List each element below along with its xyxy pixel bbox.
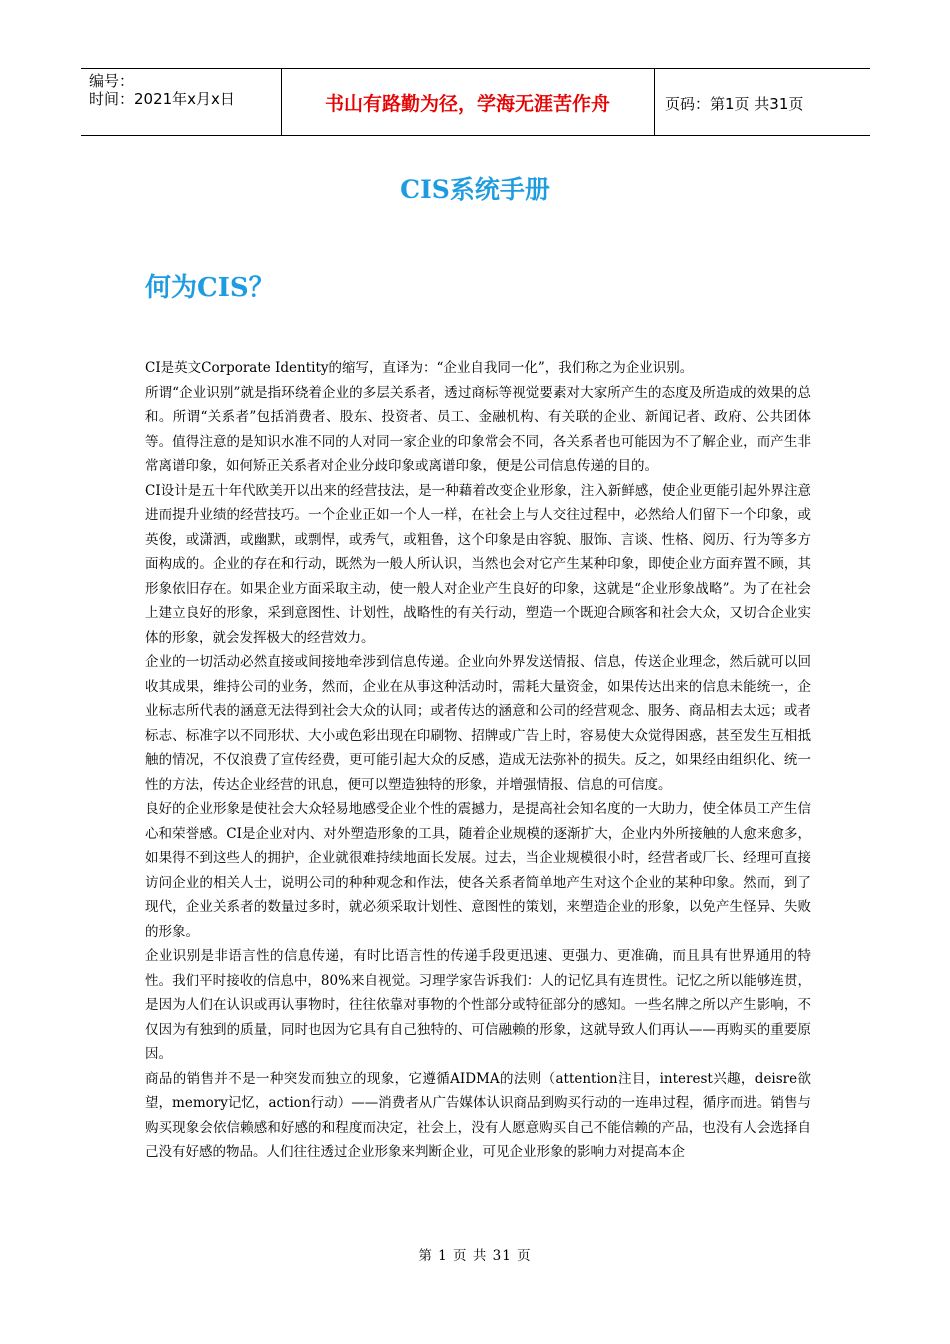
header-page-info: 页码：第1页 共31页 <box>665 95 804 113</box>
section-heading: 何为CIS？ <box>145 273 275 303</box>
header-meta <box>89 72 279 108</box>
paragraph: 企业识别是非语言性的信息传递，有时比语言性的传递手段更迅速、更强力、更准确，而且具有世界通用的特性。我们平时接收的信息中，80%来自视觉。习理学家告诉我们：人的记忆具有连贯性。记忆之所以能够连贯，是因为人们在认识或再认事物时，往往依靠对事物的个性部分或特征部分的感知。一些名牌之所以产生影响，不仅因为有独到的质量，同时也因为它具有自己独特的、可信融赖的形象，这就导致人们再认——再购买的重要原因。 <box>145 948 811 1062</box>
paragraph: 所谓“企业识别”就是指环绕着企业的多层关系者，透过商标等视觉要素对大家所产生的态度及所造成的效果的总和。所谓“关系者”包括消费者、股东、投资者、员工、金融机构、有关联的企业、新闻记者、政府、公共团体等。值得注意的是知识水准不同的人对同一家企业的印象常会不同，各关系者也可能因为不了解企业，而产生非常离谱印象，如何矫正关系者对企业分歧印象或离谱印象，便是公司信息传递的目的。 <box>145 384 811 474</box>
document-number-label: 编号： <box>89 72 135 90</box>
document-date: 时间：2021年x月x日 <box>89 90 235 108</box>
page-footer: 第 1 页 共 31 页 <box>418 1248 532 1264</box>
body-text <box>145 356 811 1165</box>
paragraph: CI是英文Corporate Identity的缩写，直译为：“企业自我同一化”，我们称之为企业识别。 <box>145 360 694 376</box>
document-title: CIS系统手册 <box>400 175 550 204</box>
paragraph: 商品的销售并不是一种突发而独立的现象，它遵循AIDMA的法则（attention注目，interest兴趣，deisre欲望，memory记忆，action行动）——消费者从广告媒体认识商品到购买行动的一连串过程，循序而进。销售与购买现象会依信赖感和好感的和程度而决定，社会上，没有人愿意购买自己不能信赖的产品，也没有人会选择自己没有好感的物品。人们往往透过企业形象来判断企业，可见企业形象的影响力对提高本企 <box>145 1070 811 1160</box>
paragraph: 良好的企业形象是使社会大众轻易地感受企业个性的震撼力，是提高社会知名度的一大助力，使全体员工产生信心和荣誉感。CI是企业对内、对外塑造形象的工具，随着企业规模的逐渐扩大，企业内外所接触的人愈来愈多，如果得不到这些人的拥护，企业就很难持续地面长发展。过去，当企业规模很小时，经营者或厂长、经理可直接访问企业的相关人士，说明公司的种种观念和作法，使各关系者简单地产生对这个企业的某种印象。然而，到了现代，企业关系者的数量过多时，就必须采取计划性、意图性的策划，来塑造企业的形象，以免产生怪异、失败的形象。 <box>145 801 811 940</box>
page-header <box>81 68 870 136</box>
paragraph: CI设计是五十年代欧美开以出来的经营技法，是一种藉着改变企业形象，注入新鲜感，使企业更能引起外界注意进而提升业绩的经营技巧。一个企业正如一个人一样，在社会上与人交往过程中，必然给人们留下一个印象，或英俊，或潇洒，或幽默，或剽悍，或秀气，或粗鲁，这个印象是由容貌、服饰、言谈、性格、阅历、行为等多方面构成的。企业的存在和行动，既然为一般人所认识，当然也会对它产生某种印象，即使企业方面弃置不顾，其形象依旧存在。如果企业方面采取主动，使一般人对企业产生良好的印象，这就是“企业形象战略”。为了在社会上建立良好的形象，采到意图性、计划性，战略性的有关行动，塑造一个既迎合顾客和社会大众，又切合企业实体的形象，就会发挥极大的经营效力。 <box>145 482 811 646</box>
header-divider-right <box>654 69 655 135</box>
header-motto: 书山有路勤为径，学海无涯苦作舟 <box>324 93 610 115</box>
paragraph: 企业的一切活动必然直接或间接地牵涉到信息传递。企业向外界发送情报、信息，传送企业理念，然后就可以回收其成果，维持公司的业务，然而，企业在从事这种活动时，需耗大量资金，如果传达出来的信息未能统一，企业标志所代表的涵意无法得到社会大众的认同；或者传达的涵意和公司的经营观念、服务、商品相去太远；或者标志、标准字以不同形状、大小或色彩出现在印刷物、招牌或广告上时，容易使大众觉得困惑，甚至发生互相抵触的情况，不仅浪费了宣传经费，更可能引起大众的反感，造成无法弥补的损失。反之，如果经由组织化、统一性的方法，传达企业经营的讯息，便可以塑造独特的形象，并增强情报、信息的可信度。 <box>145 654 811 793</box>
